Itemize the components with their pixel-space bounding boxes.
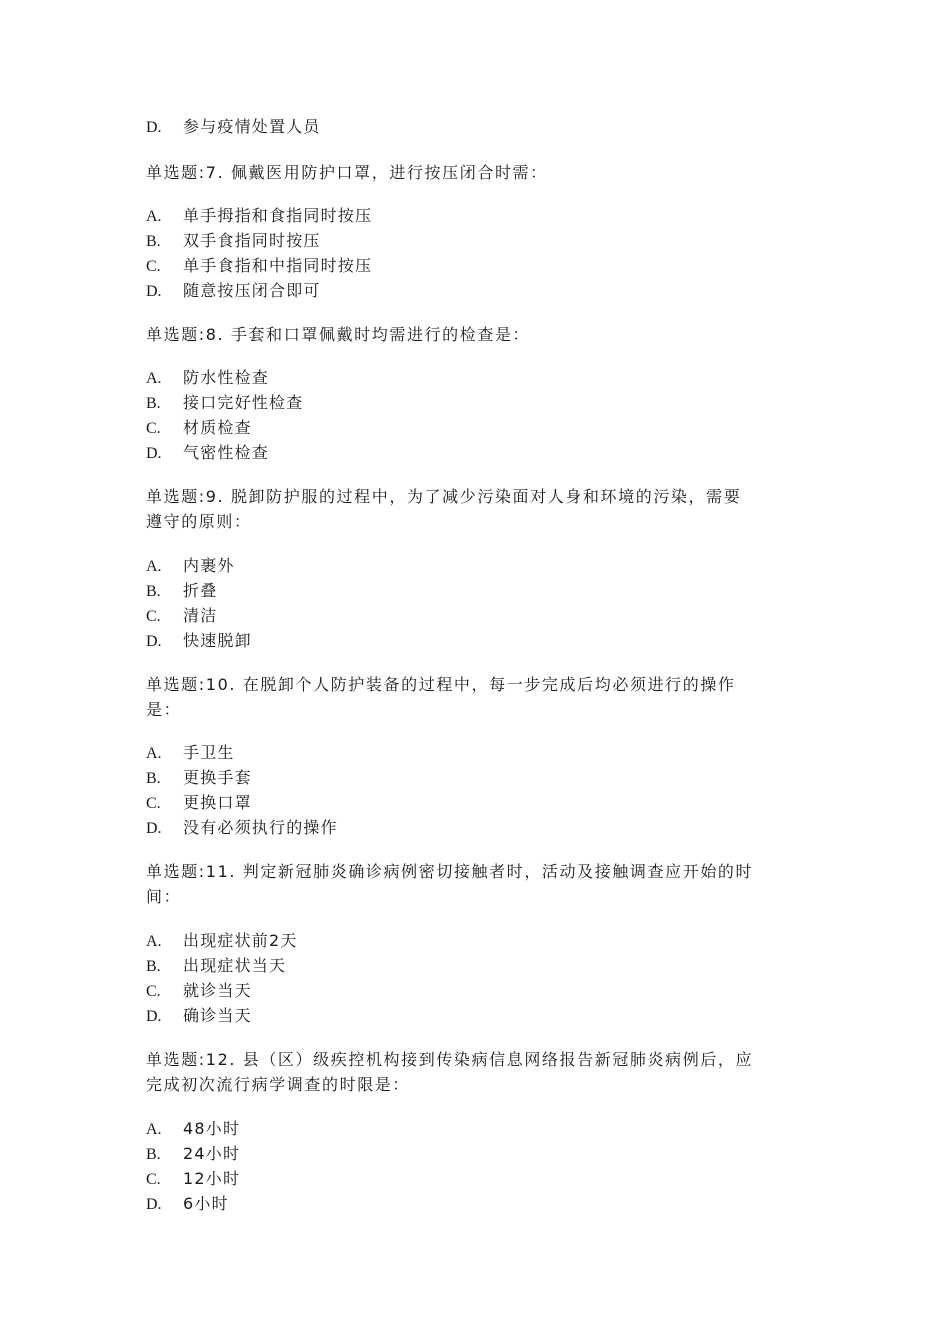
option-letter: D. xyxy=(146,633,162,650)
question-9-option-b xyxy=(146,581,217,602)
question-8-option-d xyxy=(146,443,269,464)
option-text: 单手拇指和食指同时按压 xyxy=(183,206,373,225)
option-letter: A. xyxy=(146,1121,162,1138)
question-10-title-cont: 是： xyxy=(146,700,182,719)
question-10-option-b xyxy=(146,768,252,789)
question-12-title: 单选题:12. 县（区）级疾控机构接到传染病信息网络报告新冠肺炎病例后，应 xyxy=(146,1050,754,1069)
option-letter: B. xyxy=(146,958,161,975)
option-d-q6 xyxy=(146,117,321,138)
option-letter: B. xyxy=(146,1146,161,1163)
question-9-title: 单选题:9. 脱卸防护服的过程中，为了减少污染面对人身和环境的污染，需要 xyxy=(146,487,742,506)
question-8-title: 单选题:8. 手套和口罩佩戴时均需进行的检查是： xyxy=(146,325,531,344)
option-text: 出现症状当天 xyxy=(183,956,287,975)
question-9-option-c xyxy=(146,606,217,627)
question-10-option-d xyxy=(146,818,338,839)
option-text: 确诊当天 xyxy=(183,1006,252,1025)
option-letter: B. xyxy=(146,395,161,412)
question-9-option-a xyxy=(146,556,235,577)
option-letter: D. xyxy=(146,445,162,462)
option-letter: D. xyxy=(146,119,162,136)
question-11-option-a xyxy=(146,931,298,952)
question-7-title: 单选题:7. 佩戴医用防护口罩，进行按压闭合时需： xyxy=(146,163,548,182)
option-letter: B. xyxy=(146,233,161,250)
option-letter: C. xyxy=(146,420,161,437)
option-text: 内裹外 xyxy=(183,556,235,575)
question-12-option-b xyxy=(146,1144,240,1165)
option-letter: A. xyxy=(146,370,162,387)
option-text: 清洁 xyxy=(183,606,218,625)
question-10-title: 单选题:10. 在脱卸个人防护装备的过程中，每一步完成后均必须进行的操作 xyxy=(146,675,736,694)
question-8-option-c xyxy=(146,418,252,439)
option-text: 快速脱卸 xyxy=(183,631,252,650)
option-letter: D. xyxy=(146,820,162,837)
question-7-option-a xyxy=(146,206,372,227)
option-text: 48小时 xyxy=(183,1119,241,1138)
question-10-option-a xyxy=(146,743,235,764)
option-letter: C. xyxy=(146,258,161,275)
option-letter: B. xyxy=(146,583,161,600)
option-letter: A. xyxy=(146,933,162,950)
question-12-title-cont: 完成初次流行病学调查的时限是： xyxy=(146,1075,411,1094)
option-text: 折叠 xyxy=(183,581,218,600)
question-11-title-cont: 间： xyxy=(146,887,182,906)
option-letter: A. xyxy=(146,208,162,225)
question-7-option-d xyxy=(146,281,321,302)
option-letter: C. xyxy=(146,983,161,1000)
option-text: 单手食指和中指同时按压 xyxy=(183,256,373,275)
question-7-option-c xyxy=(146,256,372,277)
option-letter: A. xyxy=(146,558,162,575)
option-text: 更换口罩 xyxy=(183,793,252,812)
option-text: 气密性检查 xyxy=(183,443,270,462)
option-letter: C. xyxy=(146,608,161,625)
option-letter: D. xyxy=(146,283,162,300)
option-text: 防水性检查 xyxy=(183,368,270,387)
question-9-option-d xyxy=(146,631,252,652)
option-text: 接口完好性检查 xyxy=(183,393,304,412)
question-8-option-b xyxy=(146,393,303,414)
option-letter: D. xyxy=(146,1008,162,1025)
option-text: 随意按压闭合即可 xyxy=(183,281,321,300)
option-letter: A. xyxy=(146,745,162,762)
option-letter: B. xyxy=(146,770,161,787)
option-text: 6小时 xyxy=(183,1194,229,1213)
question-11-option-c xyxy=(146,981,252,1002)
question-8-option-a xyxy=(146,368,269,389)
option-letter: C. xyxy=(146,1171,161,1188)
option-text: 参与疫情处置人员 xyxy=(183,117,321,136)
option-text: 出现症状前2天 xyxy=(183,931,298,950)
option-text: 24小时 xyxy=(183,1144,241,1163)
question-11-title: 单选题:11. 判定新冠肺炎确诊病例密切接触者时，活动及接触调查应开始的时 xyxy=(146,862,754,881)
question-7-option-b xyxy=(146,231,321,252)
option-text: 12小时 xyxy=(183,1169,241,1188)
option-text: 双手食指同时按压 xyxy=(183,231,321,250)
question-9-title-cont: 遵守的原则： xyxy=(146,512,252,531)
question-12-option-d xyxy=(146,1194,229,1215)
question-10-option-c xyxy=(146,793,252,814)
question-11-option-d xyxy=(146,1006,252,1027)
option-text: 没有必须执行的操作 xyxy=(183,818,338,837)
option-text: 手卫生 xyxy=(183,743,235,762)
option-text: 就诊当天 xyxy=(183,981,252,1000)
question-12-option-a xyxy=(146,1119,240,1140)
question-12-option-c xyxy=(146,1169,240,1190)
option-text: 更换手套 xyxy=(183,768,252,787)
question-11-option-b xyxy=(146,956,286,977)
option-letter: C. xyxy=(146,795,161,812)
option-text: 材质检查 xyxy=(183,418,252,437)
option-letter: D. xyxy=(146,1196,162,1213)
